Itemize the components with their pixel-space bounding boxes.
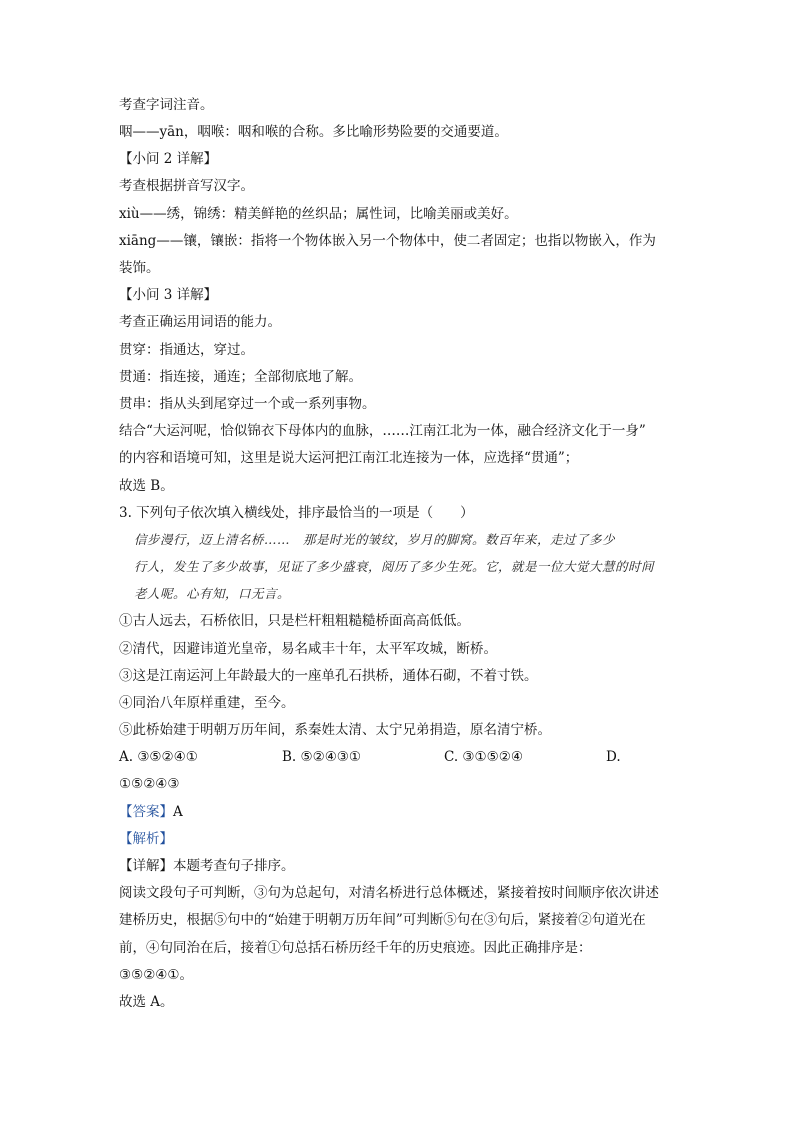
option-b: B. ⑤②④③① bbox=[282, 749, 362, 765]
text-line: 贯穿：指通达，穿过。 bbox=[119, 342, 254, 358]
detail-line: 前，④句同治在后，接着①句总括石桥历经千年的历史痕迹。因此正确排序是： bbox=[119, 940, 592, 956]
option-d-continued: ①⑤②④③ bbox=[119, 776, 180, 792]
sentence-item: ④同治八年原样重建，至今。 bbox=[119, 695, 295, 711]
answer-value: A bbox=[173, 804, 183, 820]
detail-line: 阅读文段句子可判断，③句为总起句，对清名桥进行总体概述，紧接着按时间顺序依次讲述 bbox=[119, 885, 659, 901]
text-line: 装饰。 bbox=[119, 260, 160, 276]
text-line: xiù——绣，锦绣：精美鲜艳的丝织品；属性词，比喻美丽或美好。 bbox=[119, 206, 518, 222]
answer-label: 【答案】 bbox=[119, 804, 173, 820]
text-line: 贯串：指从头到尾穿过一个或一系列事物。 bbox=[119, 396, 376, 412]
answer-options bbox=[119, 748, 679, 766]
passage-line: 行人，发生了多少故事，见证了多少盛衰，阅历了多少生死。它，就是一位大觉大慧的时间 bbox=[134, 559, 655, 574]
detail-line: 【详解】本题考查句子排序。 bbox=[119, 858, 295, 874]
option-c: C. ③①⑤②④ bbox=[444, 749, 523, 765]
detail-line: 建桥历史，根据⑤句中的“始建于明朝万历年间”可判断⑤句在③句后，紧接着②句道光在 bbox=[119, 912, 646, 928]
sentence-item: ②清代，因避讳道光皇帝，易名咸丰十年，太平军攻城，断桥。 bbox=[119, 641, 497, 657]
option-d: D. bbox=[606, 749, 621, 765]
question-stem: 3. 下列句子依次填入横线处，排序最恰当的一项是（ ） bbox=[119, 505, 474, 521]
option-a: A. ③⑤②④① bbox=[119, 749, 198, 765]
text-line: 故选 B。 bbox=[119, 478, 174, 494]
detail-line: 故选 A。 bbox=[119, 994, 174, 1010]
passage-line: 信步漫行，迈上清名桥…… 那是时光的皱纹，岁月的脚窝。数百年来，走过了多少 bbox=[134, 532, 616, 547]
text-line: 考查根据拼音写汉字。 bbox=[119, 178, 254, 194]
text-line: 咽——yān，咽喉：咽和喉的合称。多比喻形势险要的交通要道。 bbox=[119, 124, 508, 140]
text-line: xiāng——镶，镶嵌：指将一个物体嵌入另一个物体中，使二者固定；也指以物嵌入，作为 bbox=[119, 233, 656, 249]
sentence-item: ③这是江南运河上年龄最大的一座单孔石拱桥，通体石砌，不着寸铁。 bbox=[119, 668, 538, 684]
text-line: 考查字词注音。 bbox=[119, 97, 214, 113]
text-line: 贯通：指连接，通连；全部彻底地了解。 bbox=[119, 369, 362, 385]
answer-line bbox=[119, 803, 754, 821]
sentence-item: ①古人远去，石桥依旧，只是栏杆粗粗糙糙桥面高高低低。 bbox=[119, 613, 470, 629]
text-line: 考查正确运用词语的能力。 bbox=[119, 314, 281, 330]
detail-line: ③⑤②④①。 bbox=[119, 967, 194, 983]
text-line: 结合“大运河呢，恰似锦衣下母体内的血脉，……江南江北为一体，融合经济文化于一身” bbox=[119, 423, 646, 439]
section-heading: 【小问 2 详解】 bbox=[119, 151, 218, 167]
text-line: 的内容和语境可知，这里是说大运河把江南江北连接为一体，应选择“贯通”； bbox=[119, 450, 579, 466]
passage-line: 老人呢。心有知，口无言。 bbox=[134, 586, 291, 601]
section-heading: 【小问 3 详解】 bbox=[119, 287, 218, 303]
analysis-label: 【解析】 bbox=[119, 831, 173, 847]
sentence-item: ⑤此桥始建于明朝万历年间，系秦姓太清、太宁兄弟捐造，原名清宁桥。 bbox=[119, 722, 551, 738]
